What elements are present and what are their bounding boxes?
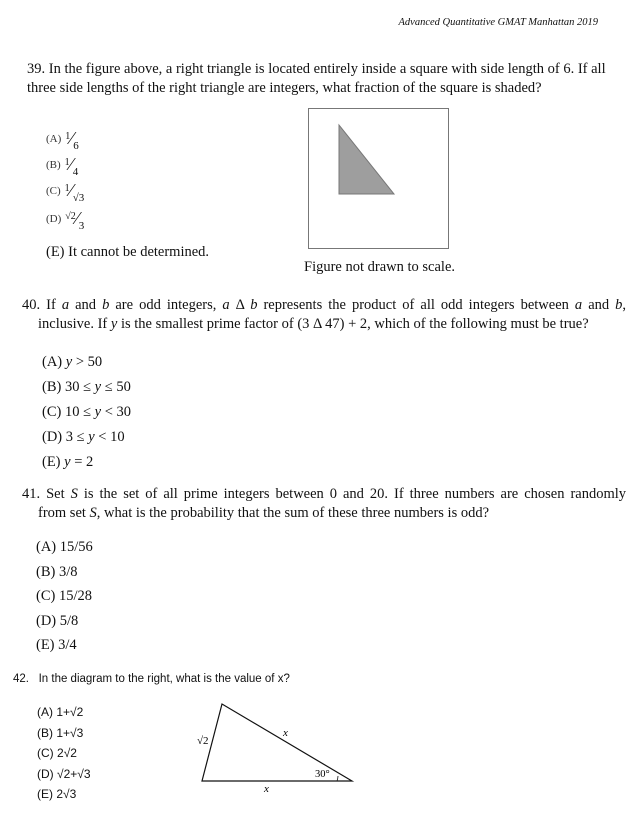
q42-figure [190, 698, 360, 794]
question-40: 40. If a and b are odd integers, a Δ b represents the product of all odd integers between a and b, inclusive. If y is the smallest prime factor of (3 Δ 47) + 2, which of the following must be true? [22, 297, 627, 332]
q41-option-a[interactable]: (A) 15/56 [36, 539, 93, 555]
q41-option-b[interactable]: (B) 3/8 [36, 563, 78, 580]
q39-option-c[interactable]: (C) $^1⁄_{√3}$ [46, 180, 85, 204]
q42-option-a[interactable]: (A) 1+√2 [37, 705, 84, 719]
q40-option-b[interactable]: (B) 30 ≤ y ≤ 50 [42, 379, 131, 395]
q40-option-e[interactable]: (E) y = 2 [42, 454, 94, 470]
q42-option-c[interactable]: (C) 2√2 [37, 746, 77, 760]
q40-option-c[interactable]: (C) 10 ≤ y < 30 [42, 404, 132, 420]
page-header: Advanced Quantitative GMAT Manhattan 2019 [398, 17, 598, 28]
q41-option-d[interactable]: (D) 5/8 [36, 612, 79, 629]
angle-arc [337, 776, 338, 781]
q39-option-b[interactable]: (B) $^1⁄_4$ [46, 154, 79, 178]
q42-options [37, 702, 91, 805]
q39-option-d[interactable]: (D) $^{√2}⁄_3$ [46, 208, 85, 232]
q41-option-c[interactable]: (C) 15/28 [36, 588, 92, 604]
figure-caption: Figure not drawn to scale. [304, 259, 456, 275]
label-side-sqrt2: √2 [197, 735, 209, 747]
q40-option-a[interactable]: (A) y > 50 [42, 354, 103, 370]
question-text: In the figure above, a right triangle is located entirely inside a square with side length of 6. If all three side lengths of the right triangle are integers, what fraction of the square is shaded? [27, 61, 606, 96]
q41-options [36, 535, 93, 658]
q40-option-d[interactable]: (D) 3 ≤ y < 10 [42, 429, 125, 445]
q39-options [46, 128, 84, 236]
label-angle: 30° [315, 769, 330, 780]
q41-option-e[interactable]: (E) 3/4 [36, 637, 77, 653]
q42-option-e[interactable]: (E) 2√3 [37, 787, 77, 801]
question-42: 42. In the diagram to the right, what is the value of x? [13, 673, 290, 685]
question-number: 39. [27, 61, 46, 77]
q39-option-e[interactable]: (E) It cannot be determined. [46, 244, 210, 260]
label-hypotenuse: x [283, 727, 288, 739]
label-base: x [264, 783, 269, 794]
q39-figure [308, 108, 450, 250]
q42-option-b[interactable]: (B) 1+√3 [37, 725, 84, 740]
question-41: 41. Set S is the set of all prime integers between 0 and 20. If three numbers are chosen randomly from set S, what is the probability that the sum of these three numbers is odd? [22, 486, 627, 521]
q39-option-a[interactable]: (A) $^1⁄_6$ [46, 128, 79, 152]
question-39 [27, 60, 625, 98]
q40-options [42, 350, 131, 475]
q42-option-d[interactable]: (D) √2+√3 [37, 766, 91, 781]
